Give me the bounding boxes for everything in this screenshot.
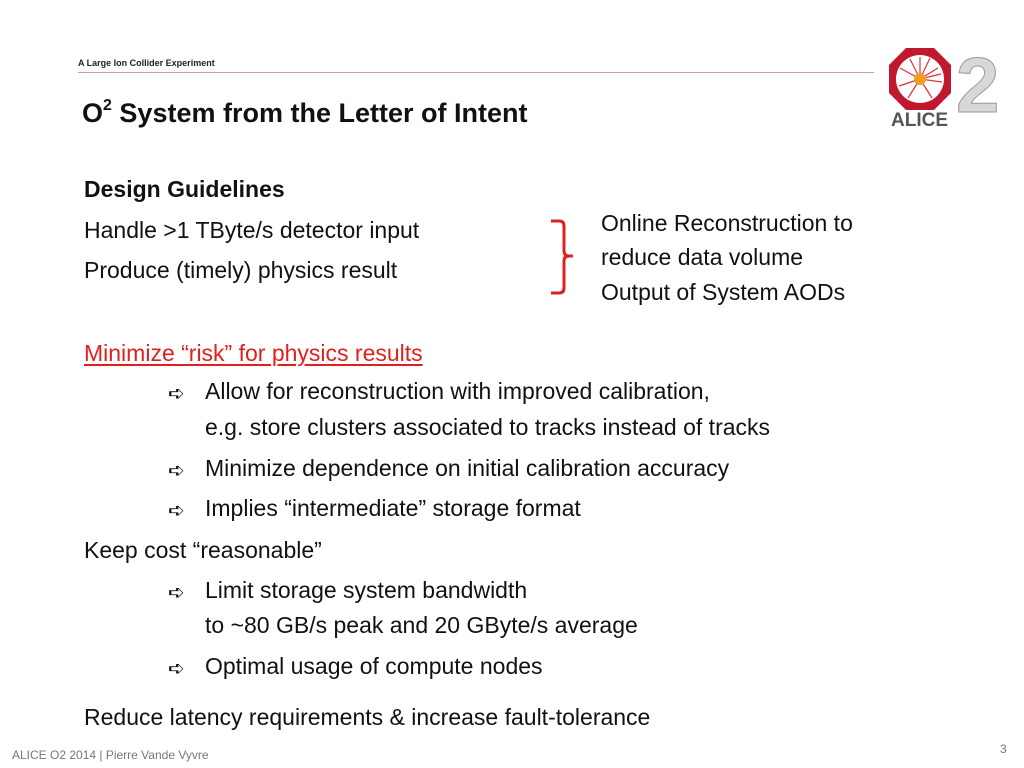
brace-note-line-3: Output of System AODs: [601, 279, 846, 305]
logo-digit: 2: [956, 41, 1000, 129]
footer-text: ALICE O2 2014 | Pierre Vande Vyvre: [12, 748, 209, 762]
design-item-2: Produce (timely) physics result: [84, 257, 398, 283]
risk-bullet-3: Implies “intermediate” storage format: [205, 495, 581, 521]
bullet-arrow-icon: ➪: [168, 460, 185, 482]
title-rest: System from the Letter of Intent: [111, 98, 528, 128]
risk-bullet-1-line-1: Allow for reconstruction with improved calibration,: [205, 378, 710, 404]
right-brace-icon: [545, 218, 585, 298]
page-number: 3: [1000, 742, 1007, 756]
header-tagline: A Large Ion Collider Experiment: [78, 58, 215, 68]
title-superscript: 2: [103, 97, 112, 114]
cost-bullet-1-line-2: to ~80 GB/s peak and 20 GByte/s average: [205, 612, 638, 638]
logo-text: ALICE: [891, 110, 948, 131]
alice-o2-logo: [886, 40, 1018, 132]
cost-bullet-1-line-1: Limit storage system bandwidth: [205, 577, 528, 603]
cost-heading: Keep cost “reasonable”: [84, 537, 322, 563]
design-heading: Design Guidelines: [84, 176, 285, 202]
latency-line: Reduce latency requirements & increase fault-tolerance: [84, 704, 651, 730]
cost-bullet-2: Optimal usage of compute nodes: [205, 653, 543, 679]
bullet-arrow-icon: ➪: [168, 383, 185, 405]
bullet-arrow-icon: ➪: [168, 582, 185, 604]
risk-bullet-2: Minimize dependence on initial calibration accuracy: [205, 455, 730, 481]
risk-heading: Minimize “risk” for physics results: [84, 340, 423, 366]
risk-bullet-1-line-2: e.g. store clusters associated to tracks instead of tracks: [205, 414, 771, 440]
slide-title: [82, 98, 527, 129]
bullet-arrow-icon: ➪: [168, 500, 185, 522]
brace-note-line-2: reduce data volume: [601, 244, 804, 270]
design-item-1: Handle >1 TByte/s detector input: [84, 217, 420, 243]
header-divider: [78, 72, 874, 73]
brace-note-line-1: Online Reconstruction to: [601, 210, 853, 236]
title-prefix: O: [82, 98, 104, 128]
bullet-arrow-icon: ➪: [168, 658, 185, 680]
